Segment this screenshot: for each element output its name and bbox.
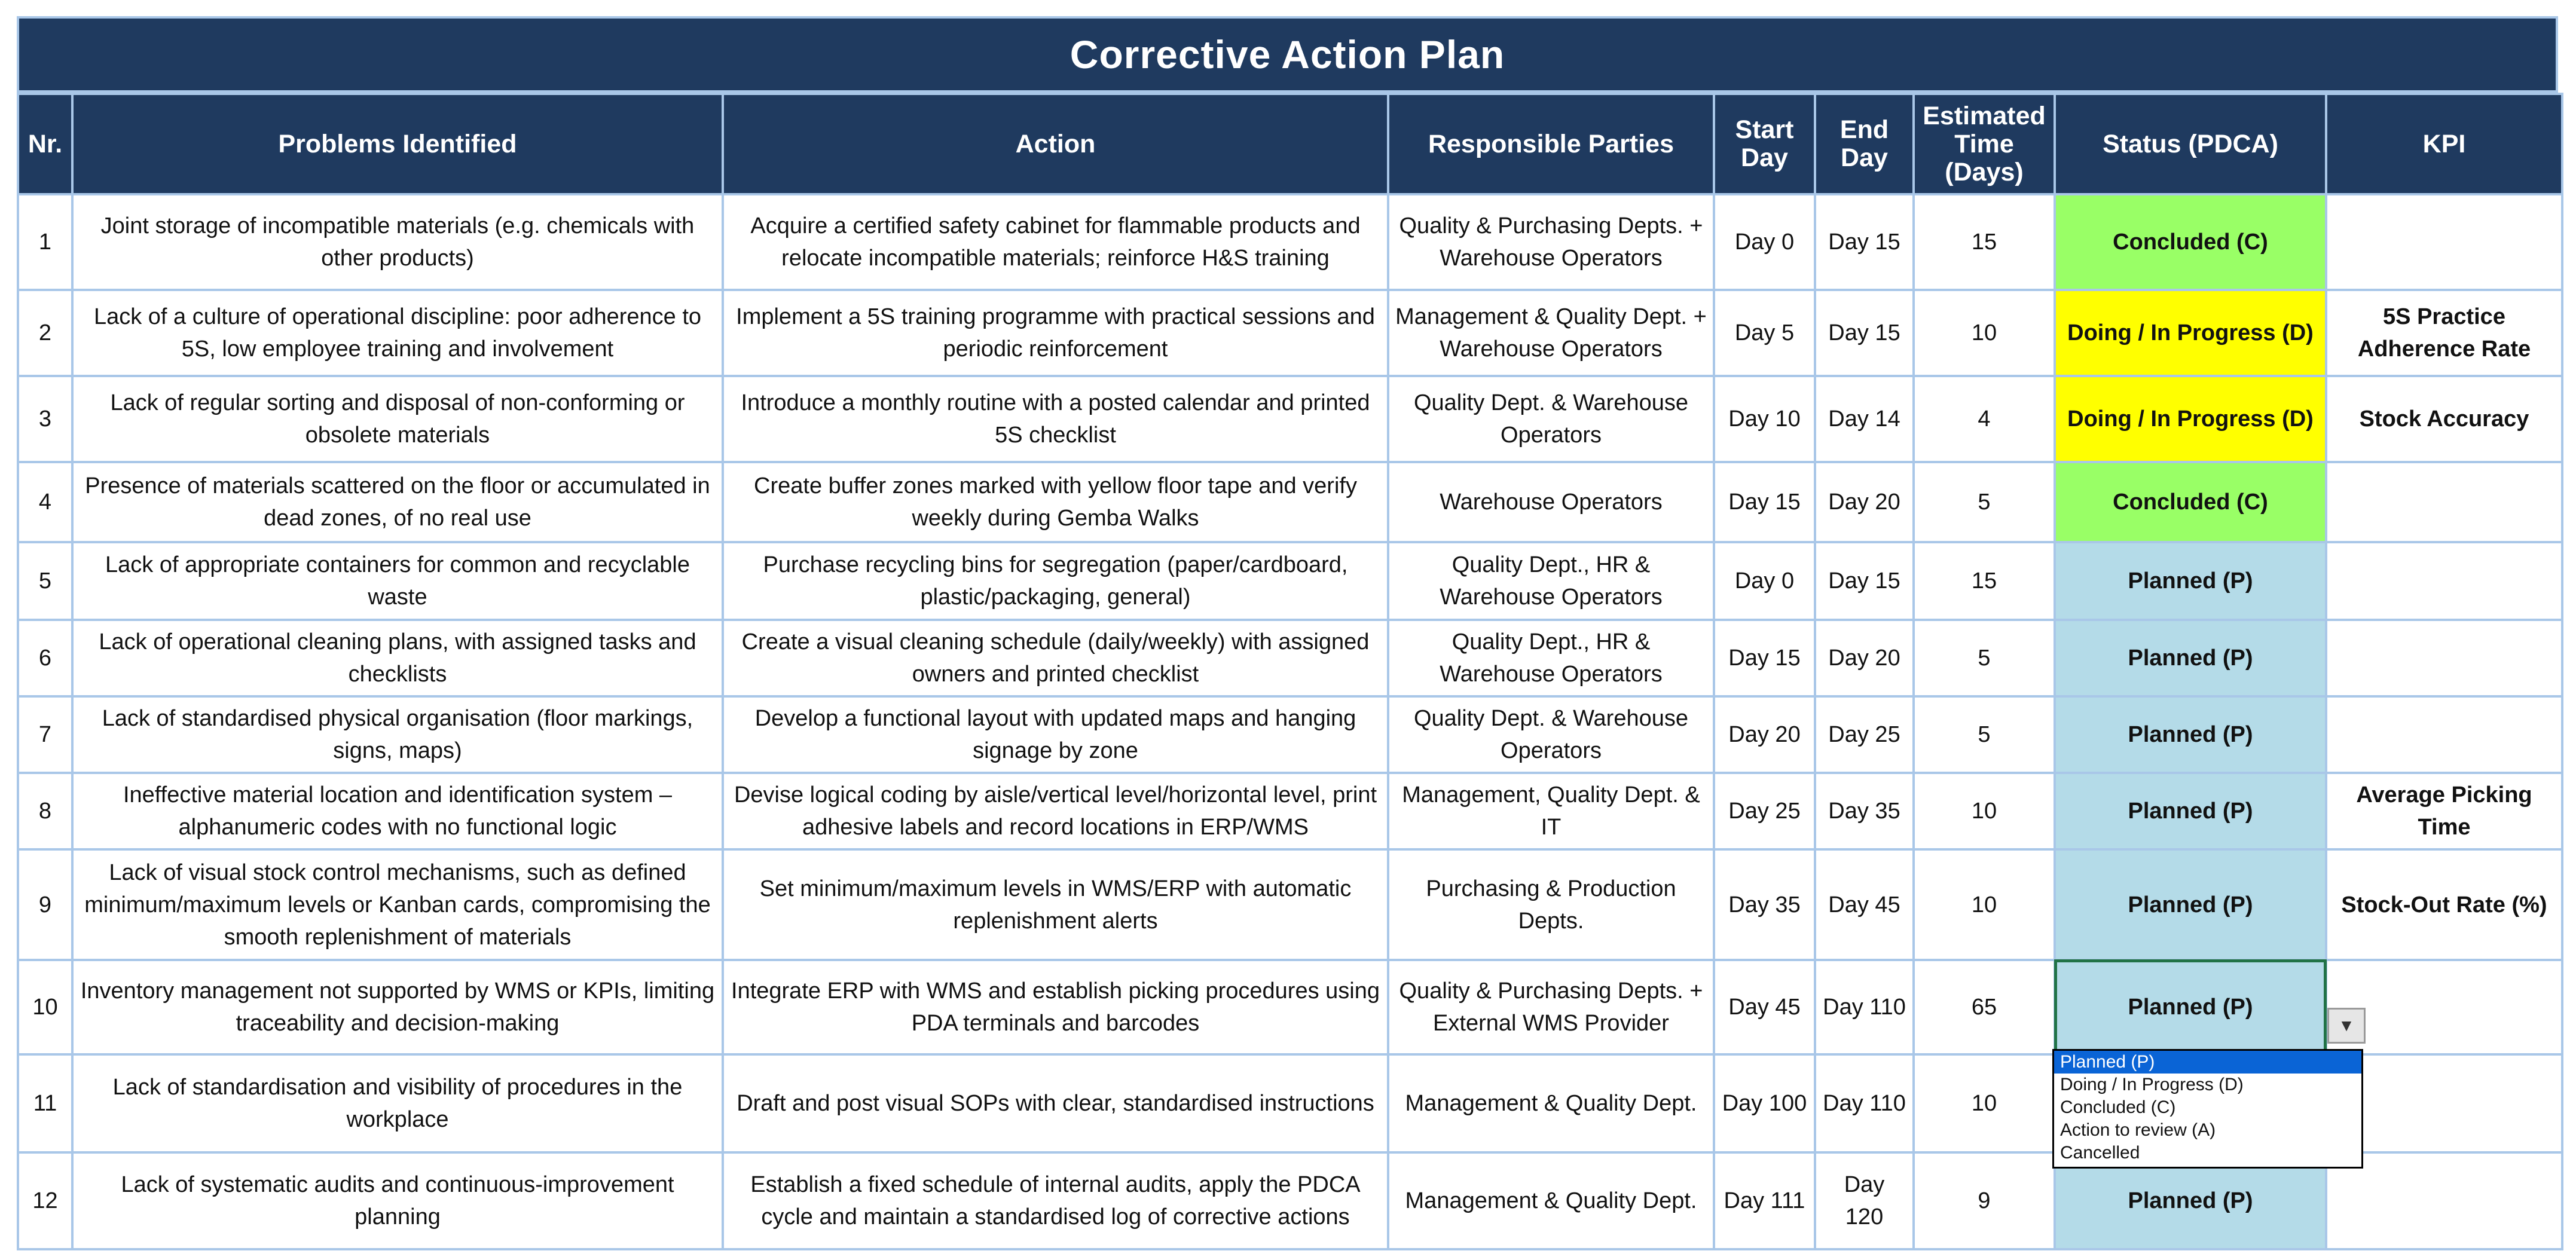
cell-estimated-time[interactable]: 10 <box>1914 290 2055 376</box>
cell-estimated-time[interactable]: 10 <box>1914 1054 2055 1152</box>
cell-action[interactable]: Develop a functional layout with updated maps and hanging signage by zone <box>723 696 1388 773</box>
cell-action[interactable]: Draft and post visual SOPs with clear, standardised instructions <box>723 1054 1388 1152</box>
cell-start-day[interactable]: Day 45 <box>1714 960 1815 1054</box>
table-row <box>18 542 2562 620</box>
header-action[interactable]: Action <box>723 94 1388 194</box>
cell-estimated-time[interactable]: 5 <box>1914 462 2055 542</box>
dropdown-option[interactable]: Planned (P) <box>2054 1051 2361 1074</box>
cell-start-day[interactable]: Day 5 <box>1714 290 1815 376</box>
chevron-down-icon: ▼ <box>2338 1016 2355 1035</box>
cell-responsible[interactable]: Quality & Purchasing Depts. + Warehouse Operators <box>1388 194 1714 290</box>
cell-action[interactable]: Establish a fixed schedule of internal audits, apply the PDCA cycle and maintain a standardised log of corrective actions <box>723 1152 1388 1249</box>
cell-estimated-time[interactable]: 10 <box>1914 773 2055 849</box>
cell-status[interactable]: Doing / In Progress (D) <box>2055 376 2326 462</box>
cell-status[interactable]: Planned (P) <box>2055 773 2326 849</box>
dropdown-option[interactable]: Concluded (C) <box>2060 1097 2176 1117</box>
cell-nr[interactable]: 4 <box>18 462 72 542</box>
cell-kpi[interactable]: Stock Accuracy <box>2326 376 2562 462</box>
status-dropdown-list[interactable] <box>2052 1049 2363 1169</box>
cell-start-day[interactable]: Day 0 <box>1714 194 1815 290</box>
cell-start-day[interactable]: Day 10 <box>1714 376 1815 462</box>
table-row <box>18 960 2562 1054</box>
cell-end-day[interactable]: Day 15 <box>1815 290 1914 376</box>
cell-end-day[interactable]: Day 35 <box>1815 773 1914 849</box>
cell-responsible[interactable]: Quality Dept., HR & Warehouse Operators <box>1388 542 1714 620</box>
cell-estimated-time[interactable]: 5 <box>1914 696 2055 773</box>
header-start-day[interactable]: Start Day <box>1714 94 1815 194</box>
dropdown-arrow-button[interactable] <box>2327 1008 2366 1044</box>
cell-start-day[interactable]: Day 35 <box>1714 849 1815 960</box>
header-kpi[interactable]: KPI <box>2326 94 2562 194</box>
header-nr[interactable]: Nr. <box>18 94 72 194</box>
cell-status[interactable]: Concluded (C) <box>2055 462 2326 542</box>
cell-nr[interactable]: 8 <box>18 773 72 849</box>
cell-problem[interactable]: Lack of visual stock control mechanisms, such as defined minimum/maximum levels or Kanban cards, compromising the smooth replenishment of materials <box>72 849 723 960</box>
cell-estimated-time[interactable]: 65 <box>1914 960 2055 1054</box>
table-row <box>18 194 2562 290</box>
cell-responsible[interactable]: Warehouse Operators <box>1388 462 1714 542</box>
cell-status[interactable]: Planned (P) <box>2055 1152 2326 1249</box>
cell-responsible[interactable]: Management & Quality Dept. <box>1388 1152 1714 1249</box>
cell-problem[interactable]: Lack of regular sorting and disposal of non-conforming or obsolete materials <box>72 376 723 462</box>
cell-end-day[interactable]: Day 20 <box>1815 462 1914 542</box>
cell-estimated-time[interactable]: 15 <box>1914 194 2055 290</box>
header-row <box>18 94 2562 194</box>
cell-end-day[interactable]: Day 14 <box>1815 376 1914 462</box>
cell-action[interactable]: Integrate ERP with WMS and establish picking procedures using PDA terminals and barcodes <box>723 960 1388 1054</box>
cell-start-day[interactable]: Day 0 <box>1714 542 1815 620</box>
table-row <box>18 620 2562 696</box>
cell-nr[interactable]: 10 <box>18 960 72 1054</box>
cell-end-day[interactable]: Day 20 <box>1815 620 1914 696</box>
cell-estimated-time[interactable]: 4 <box>1914 376 2055 462</box>
cell-end-day[interactable]: Day 45 <box>1815 849 1914 960</box>
cell-kpi[interactable]: Average Picking Time <box>2326 773 2562 849</box>
cell-kpi[interactable] <box>2326 194 2562 290</box>
cell-status[interactable]: Planned (P) <box>2055 849 2326 960</box>
dropdown-option[interactable]: Action to review (A) <box>2060 1120 2216 1140</box>
cell-responsible[interactable]: Quality Dept. & Warehouse Operators <box>1388 696 1714 773</box>
table-row <box>18 696 2562 773</box>
cell-kpi[interactable]: 5S Practice Adherence Rate <box>2326 290 2562 376</box>
cell-start-day[interactable]: Day 25 <box>1714 773 1815 849</box>
cell-problem[interactable]: Ineffective material location and identification system – alphanumeric codes with no functional logic <box>72 773 723 849</box>
cell-end-day[interactable]: Day 25 <box>1815 696 1914 773</box>
cell-kpi[interactable] <box>2326 696 2562 773</box>
cell-kpi[interactable] <box>2326 620 2562 696</box>
cell-nr[interactable]: 7 <box>18 696 72 773</box>
cell-estimated-time[interactable]: 10 <box>1914 849 2055 960</box>
cell-responsible[interactable]: Management, Quality Dept. & IT <box>1388 773 1714 849</box>
cell-nr[interactable]: 9 <box>18 849 72 960</box>
cell-start-day[interactable]: Day 20 <box>1714 696 1815 773</box>
header-responsible[interactable]: Responsible Parties <box>1388 94 1714 194</box>
cell-nr[interactable]: 11 <box>18 1054 72 1152</box>
cell-problem[interactable]: Inventory management not supported by WMS or KPIs, limiting traceability and decision-making <box>72 960 723 1054</box>
cell-action[interactable]: Create a visual cleaning schedule (daily/weekly) with assigned owners and printed checklist <box>723 620 1388 696</box>
header-problems[interactable]: Problems Identified <box>72 94 723 194</box>
cell-nr[interactable]: 12 <box>18 1152 72 1249</box>
cell-action[interactable]: Introduce a monthly routine with a posted calendar and printed 5S checklist <box>723 376 1388 462</box>
cell-kpi[interactable] <box>2326 462 2562 542</box>
cell-problem[interactable]: Lack of standardisation and visibility of procedures in the workplace <box>72 1054 723 1152</box>
cell-start-day[interactable]: Day 100 <box>1714 1054 1815 1152</box>
cell-end-day[interactable]: Day 120 <box>1815 1152 1914 1249</box>
table-row <box>18 849 2562 960</box>
cell-nr[interactable]: 1 <box>18 194 72 290</box>
cell-problem[interactable]: Lack of standardised physical organisation (floor markings, signs, maps) <box>72 696 723 773</box>
cell-start-day[interactable]: Day 111 <box>1714 1152 1815 1249</box>
header-estimated-time[interactable]: Estimated Time (Days) <box>1914 94 2055 194</box>
cell-nr[interactable]: 3 <box>18 376 72 462</box>
cell-action[interactable]: Set minimum/maximum levels in WMS/ERP with automatic replenishment alerts <box>723 849 1388 960</box>
cell-action[interactable]: Create buffer zones marked with yellow floor tape and verify weekly during Gemba Walks <box>723 462 1388 542</box>
cell-problem[interactable]: Lack of systematic audits and continuous-improvement planning <box>72 1152 723 1249</box>
cell-start-day[interactable]: Day 15 <box>1714 620 1815 696</box>
cell-nr[interactable]: 2 <box>18 290 72 376</box>
table-row <box>18 773 2562 849</box>
cell-kpi[interactable] <box>2326 542 2562 620</box>
table-row <box>18 290 2562 376</box>
cell-status[interactable]: Concluded (C) <box>2055 194 2326 290</box>
cell-estimated-time[interactable]: 9 <box>1914 1152 2055 1249</box>
cell-end-day[interactable]: Day 15 <box>1815 542 1914 620</box>
cell-action[interactable]: Devise logical coding by aisle/vertical level/horizontal level, print adhesive labels and record locations in ERP/WMS <box>723 773 1388 849</box>
cell-status[interactable]: Planned (P) <box>2055 620 2326 696</box>
cell-action[interactable]: Purchase recycling bins for segregation (paper/cardboard, plastic/packaging, general) <box>723 542 1388 620</box>
cell-responsible[interactable]: Purchasing & Production Depts. <box>1388 849 1714 960</box>
cell-responsible[interactable]: Quality Dept. & Warehouse Operators <box>1388 376 1714 462</box>
header-end-day[interactable]: End Day <box>1815 94 1914 194</box>
cell-status[interactable]: Doing / In Progress (D) <box>2055 290 2326 376</box>
cell-end-day[interactable]: Day 110 <box>1815 1054 1914 1152</box>
cell-end-day[interactable]: Day 15 <box>1815 194 1914 290</box>
table-row <box>18 462 2562 542</box>
cell-status[interactable]: Planned (P) <box>2055 960 2326 1054</box>
cell-responsible[interactable]: Quality Dept., HR & Warehouse Operators <box>1388 620 1714 696</box>
dropdown-option[interactable]: Cancelled <box>2060 1143 2140 1163</box>
cell-nr[interactable]: 6 <box>18 620 72 696</box>
cell-responsible[interactable]: Management & Quality Dept. <box>1388 1054 1714 1152</box>
cell-estimated-time[interactable]: 15 <box>1914 542 2055 620</box>
cell-action[interactable]: Implement a 5S training programme with practical sessions and periodic reinforcement <box>723 290 1388 376</box>
cell-kpi[interactable]: Stock-Out Rate (%) <box>2326 849 2562 960</box>
dropdown-option[interactable]: Doing / In Progress (D) <box>2060 1075 2244 1094</box>
cell-problem[interactable]: Joint storage of incompatible materials (e.g. chemicals with other products) <box>72 194 723 290</box>
cell-status[interactable]: Planned (P) <box>2055 696 2326 773</box>
cell-estimated-time[interactable]: 5 <box>1914 620 2055 696</box>
cell-nr[interactable]: 5 <box>18 542 72 620</box>
cell-responsible[interactable]: Quality & Purchasing Depts. + External WMS Provider <box>1388 960 1714 1054</box>
page-title: Corrective Action Plan <box>17 16 2558 93</box>
header-status[interactable]: Status (PDCA) <box>2055 94 2326 194</box>
cell-start-day[interactable]: Day 15 <box>1714 462 1815 542</box>
cell-problem[interactable]: Lack of operational cleaning plans, with assigned tasks and checklists <box>72 620 723 696</box>
table-row <box>18 376 2562 462</box>
cell-problem[interactable]: Lack of appropriate containers for common and recyclable waste <box>72 542 723 620</box>
cell-problem[interactable]: Presence of materials scattered on the floor or accumulated in dead zones, of no real use <box>72 462 723 542</box>
cell-status[interactable]: Planned (P) <box>2055 542 2326 620</box>
cell-end-day[interactable]: Day 110 <box>1815 960 1914 1054</box>
cell-problem[interactable]: Lack of a culture of operational discipline: poor adherence to 5S, low employee training and involvement <box>72 290 723 376</box>
cell-responsible[interactable]: Management & Quality Dept. + Warehouse Operators <box>1388 290 1714 376</box>
cell-action[interactable]: Acquire a certified safety cabinet for flammable products and relocate incompatible materials; reinforce H&S training <box>723 194 1388 290</box>
